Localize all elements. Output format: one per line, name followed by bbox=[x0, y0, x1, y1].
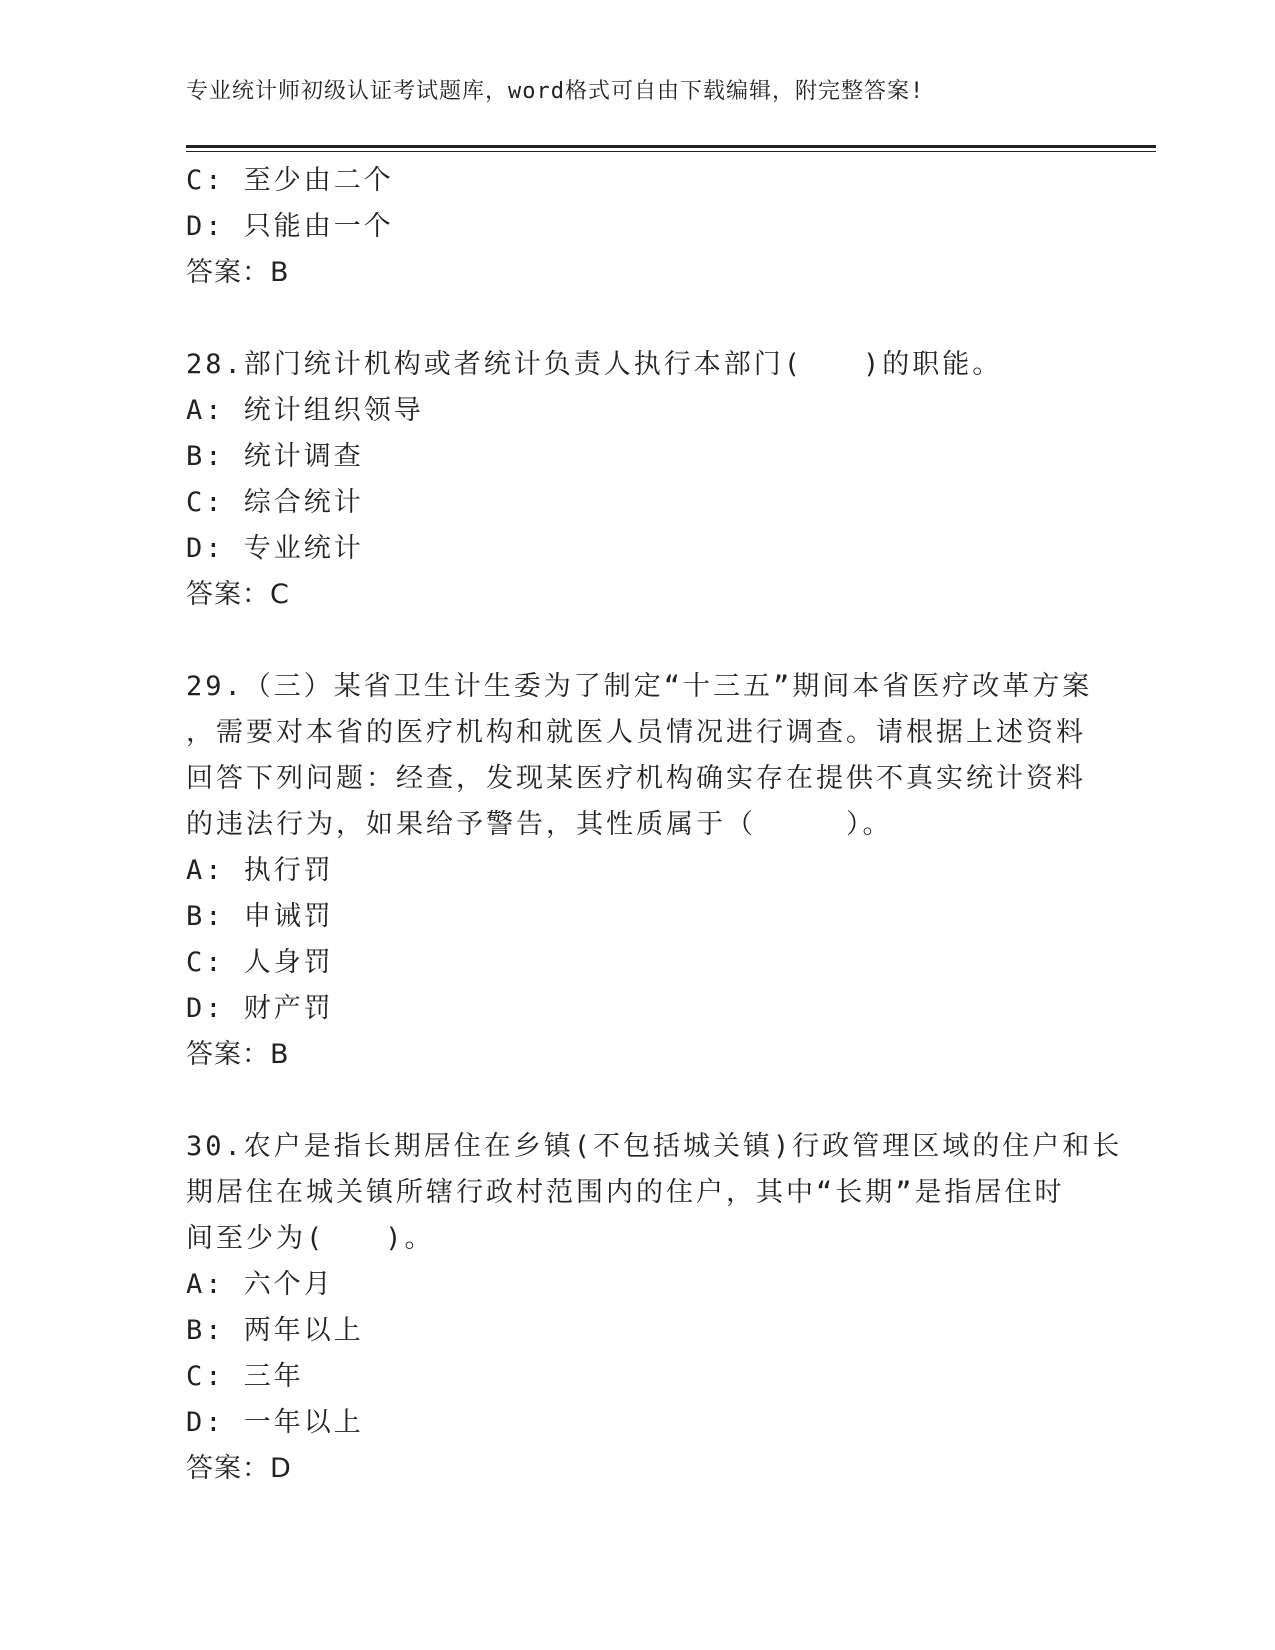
option-d: D: 财产罚 bbox=[186, 993, 334, 1024]
option-c: C: 人身罚 bbox=[186, 947, 334, 978]
answer-line: 答案：B bbox=[186, 1039, 290, 1070]
answer-line: 答案：C bbox=[186, 579, 290, 610]
spacer bbox=[186, 1078, 1086, 1124]
question-29-text-line: 回答下列问题：经查，发现某医疗机构确实存在提供不真实统计资料 bbox=[186, 763, 1086, 794]
question-30-text-line: 期居住在城关镇所辖行政村范围内的住户，其中“长期”是指居住时 bbox=[186, 1177, 1065, 1208]
answer-line: 答案：D bbox=[186, 1453, 292, 1484]
option-c: C: 综合统计 bbox=[186, 487, 364, 518]
question-29-text-line: ，需要对本省的医疗机构和就医人员情况进行调查。请根据上述资料 bbox=[186, 717, 1086, 748]
option-a: A: 统计组织领导 bbox=[186, 395, 424, 426]
spacer bbox=[186, 296, 1086, 342]
header-rule-thin bbox=[186, 151, 1156, 152]
option-c: C: 三年 bbox=[186, 1361, 304, 1392]
option-b: B: 申诫罚 bbox=[186, 901, 334, 932]
answer-line: 答案：B bbox=[186, 257, 290, 288]
question-30-text-line: 30.农户是指长期居住在乡镇(不包括城关镇)行政管理区域的住户和长 bbox=[186, 1131, 1123, 1162]
option-d: D: 专业统计 bbox=[186, 533, 364, 564]
question-content bbox=[186, 158, 1123, 1492]
spacer bbox=[186, 618, 1086, 664]
question-28-text: 28.部门统计机构或者统计负责人执行本部门( )的职能。 bbox=[186, 349, 1003, 380]
option-a: A: 六个月 bbox=[186, 1269, 334, 1300]
question-29-text-line: 的违法行为，如果给予警告，其性质属于（ ）。 bbox=[186, 809, 893, 840]
page-header: 专业统计师初级认证考试题库，word格式可自由下载编辑，附完整答案! bbox=[186, 79, 925, 104]
question-30-text-line: 间至少为( )。 bbox=[186, 1223, 435, 1254]
option-a: A: 执行罚 bbox=[186, 855, 334, 886]
question-29-text-line: 29.（三）某省卫生计生委为了制定“十三五”期间本省医疗改革方案 bbox=[186, 671, 1093, 702]
option-b: B: 两年以上 bbox=[186, 1315, 364, 1346]
header-rule-thick bbox=[186, 145, 1156, 148]
option-d: D: 一年以上 bbox=[186, 1407, 364, 1438]
option-b: B: 统计调查 bbox=[186, 441, 364, 472]
option-c: C: 至少由二个 bbox=[186, 165, 394, 196]
option-d: D: 只能由一个 bbox=[186, 211, 394, 242]
